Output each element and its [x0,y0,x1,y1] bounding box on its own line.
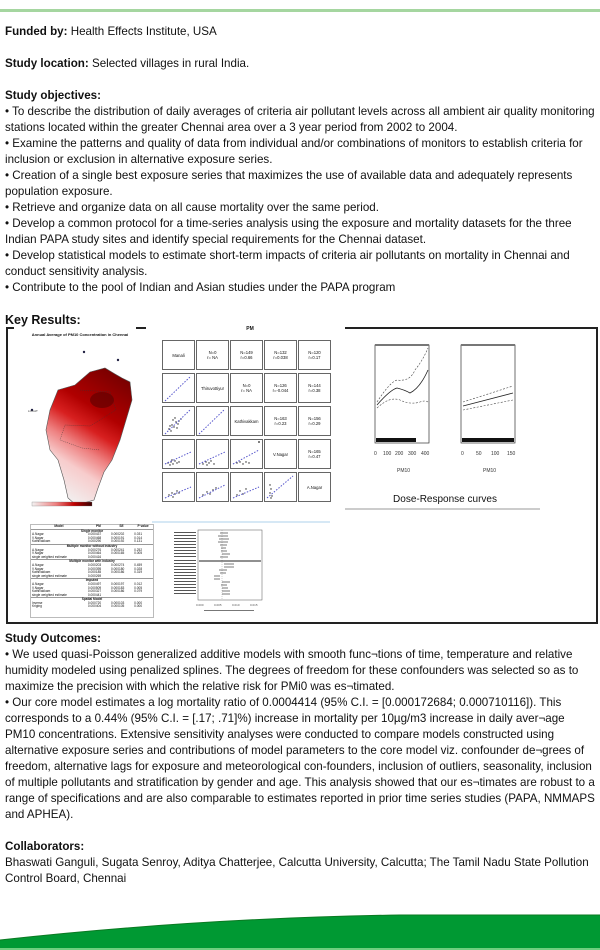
r-value: r=-0.044 [272,388,289,393]
caption-underline [345,508,540,510]
map-label: LOCAT [28,409,38,413]
table-row: single weighted estimate 0.000269 [32,573,102,578]
forest-plot [170,520,280,615]
station-label: Kathivakkam [234,418,259,424]
r-value: r= NA [207,355,218,360]
scatter-cell [196,439,229,469]
table-row: Kathivakkam 0.000290 0.000192 0.131 [32,539,143,544]
outcomes-heading: Study Outcomes: [5,632,101,645]
svg-text:0: 0 [461,451,464,457]
svg-text:100: 100 [383,451,392,457]
funded-label: Funded by: [5,25,68,38]
table-row: single weighted estimate 0.000441 [32,592,102,597]
table-row: V.Nagar 0.000395 0.000180 0.028 [32,566,143,571]
map-legend-bar [32,502,92,506]
n-value: N=165 [308,449,321,454]
key-results-heading: Key Results: [5,313,81,327]
objective-item: • Examine the patterns and quality of data from individual and/or combinations of monitors to establish criteria for inclusion or exclusion in alternative exposure series. [5,137,583,166]
station-label-cell [298,472,331,502]
dose-response-plots [345,330,595,490]
objective-item: • Develop statistical models to estimate short-term impacts of criteria air pollutants on mortality in Chennai and conduct sensitivity analysis. [5,249,570,278]
n-value: N=132 [274,350,287,355]
main-content [5,24,597,296]
scatter-cell [230,472,263,502]
svg-text:0.015: 0.015 [250,603,258,607]
corr-cell [230,340,263,370]
svg-text:300: 300 [408,451,417,457]
corr-cell [230,373,263,403]
station-label: V.Nagar [273,451,288,457]
r-value: r=0.23 [274,421,287,426]
station-label: A.Nagar [306,484,323,490]
table-row: A.Nagar 0.000276 0.000241 0.252 [32,547,143,552]
frame-border [6,622,598,624]
dose-response-figure [345,330,595,510]
table-row: A.Nagar 0.000203 0.000274 0.459 [32,562,143,567]
table-row: Kriging 0.000404 0.000105 0.000 [32,604,143,609]
location-value: Selected villages in rural India. [88,57,250,70]
n-value: N=149 [240,350,253,355]
station-label-cell [230,406,263,436]
r-value: r=0.17 [308,355,321,360]
location-label: Study location: [5,57,89,70]
objective-item: • Creation of a single best exposure series that maximizes the use of available data and adequately represents population exposure. [5,169,573,198]
table-group: Spatial Model [31,598,153,602]
column-header: P value [137,524,149,528]
svg-text:50: 50 [476,451,482,457]
svg-text:0.000: 0.000 [196,603,204,607]
svg-text:0: 0 [374,451,377,457]
r-value: r=0.038 [273,355,288,360]
funded-value: Health Effects Institute, USA [67,25,217,38]
scatter-cell [162,439,195,469]
objective-item: • To describe the distribution of daily averages of criteria air pollutant levels across all ambient air quality monitoring stations located within the greater Chennai area over a 3 year period from 2002 to 2004. [5,105,595,134]
dose-response-caption: Dose-Response curves [393,494,497,505]
collaborators-heading: Collaborators: [5,840,85,853]
table-row: V.Nagar 0.000509 0.000183 0.005 [32,585,143,590]
scatter-cell [196,472,229,502]
outcome-item: • Our core model estimates a log mortality ratio of 0.0004414 (95% C.I. = [0.000172684; 0.000710116]). This corresponds to a 0.44% (95% C.I. = [.17; .71]%) increase in mortality per 10µg/m3 increase in daily aver¬age PM10 concentrations. Extensive sensitivity analyses were conducted to compare models constructed using alternative exposure series and contributions of model parameters to the core model viz. confounder de¬grees of freedom, alternative lags for exposure and meteorological con-founders, inclusion of outliers, seasonality, inclusion of multiple pollutants and stratification by gender and age. This analysis showed that our es¬timates are robust to a range of specifications and are also comparable to estimates reported in prior time series studies (PAPA, NMMAPS and APHEA). [5,696,595,821]
svg-text:400: 400 [421,451,430,457]
corr-cell [298,373,331,403]
scatter-title: PM [246,326,254,332]
scatter-cell [196,406,229,436]
corr-cell [298,439,331,469]
corr-cell [264,373,297,403]
table-row: Kathivakkam 0.000185 0.000186 0.319 [32,570,143,575]
pm-scatter-matrix [150,318,350,514]
footer-green-wave [0,890,600,950]
frame-border [345,327,598,329]
corr-cell [298,340,331,370]
frame-border [136,327,146,329]
table-row: single weighted estimate 0.000416 [32,554,102,559]
table-row: Inverse 0.000720 0.000103 0.000 [32,600,143,605]
scatter-cell [264,472,297,502]
corr-cell [264,406,297,436]
scatter-cell [162,406,195,436]
table-group: Imputed [31,579,153,583]
scatter-cell [230,439,263,469]
objective-item: • Retrieve and organize data on all cause mortality over the same period. [5,201,379,214]
station-label-cell [196,373,229,403]
table-group: Single monitor [31,529,153,533]
table-row: V.Nagar 0.000468 0.000191 0.014 [32,535,143,540]
table-row: A.Nagar 0.000497 0.000197 0.012 [32,581,143,586]
pm10-map-figure [20,330,140,515]
objective-item: • Contribute to the pool of Indian and Asian studies under the PAPA program [5,281,396,294]
n-value: N=156 [308,416,321,421]
station-label-cell [162,340,195,370]
frame-border [596,327,598,624]
top-rule [0,9,600,12]
column-header: Model [54,524,64,528]
r-value: r=0.38 [308,388,321,393]
station-label: Manali [172,352,185,358]
corr-cell [264,340,297,370]
r-value: r= NA [241,388,252,393]
study-location [5,56,597,72]
column-header: PM [96,524,101,528]
chennai-map [20,330,140,515]
svg-text:0.010: 0.010 [232,603,240,607]
r-value: r=0.29 [308,421,321,426]
left-xlabel: PM10 [397,468,411,474]
table-group: Multiple monitor with industry [31,560,153,564]
station-label: Thiruvottiyur [200,385,225,391]
collaborators-text: Bhaswati Ganguli, Sugata Senroy, Aditya Chatterjee, Calcutta University, Calcutta; The Tamil Nadu State Pollution Control Board, Chennai [5,856,589,885]
svg-text:150: 150 [507,451,516,457]
map-title: Annual Average of PM10 Concentration in Chennai [31,332,129,337]
n-value: N=120 [308,350,321,355]
objective-item: • Develop a common protocol for a time-series analysis using the exposure and mortality datasets for the three Indian PAPA study sites and identify special requirements for the Chennai dataset. [5,217,572,246]
r-value: r=0.66 [240,355,253,360]
corr-cell [298,406,331,436]
frame-border [6,327,8,623]
estimates-table [30,524,154,618]
corr-cell [196,340,229,370]
svg-text:0.005: 0.005 [214,603,222,607]
table-row: Kathivakkam 0.000327 0.000186 0.079 [32,589,143,594]
table-group: Multiple monitor without industry [31,544,153,548]
objectives-heading: Study objectives: [5,89,101,102]
column-header: SE [119,524,124,528]
right-xlabel: PM10 [483,468,497,474]
funded-by [5,24,597,40]
station-label-cell [264,439,297,469]
scatter-cell [162,472,195,502]
outcome-item: • We used quasi-Poisson generalized additive models with smooth func¬tions of time, temperature and relative humidity modeled using penalized splines. The degrees of freedom for these confounders was selected so as to maximize the precision with which the relative risk for PMi0 was es¬timated. [5,648,579,693]
n-value: N=126 [274,383,287,388]
svg-text:100: 100 [491,451,500,457]
table-row: A.Nagar 0.000437 0.000202 0.031 [32,532,143,537]
n-value: N=0 [208,350,217,355]
svg-text:200: 200 [395,451,404,457]
n-value: N=144 [308,383,321,388]
frame-border [6,327,14,329]
scatter-cell [162,373,195,403]
outcomes-section [5,631,597,887]
n-value: N=0 [242,383,251,388]
r-value: r=0.47 [308,454,321,459]
table-row: V.Nagar 0.000464 0.000165 0.005 [32,551,143,556]
n-value: N=163 [274,416,287,421]
